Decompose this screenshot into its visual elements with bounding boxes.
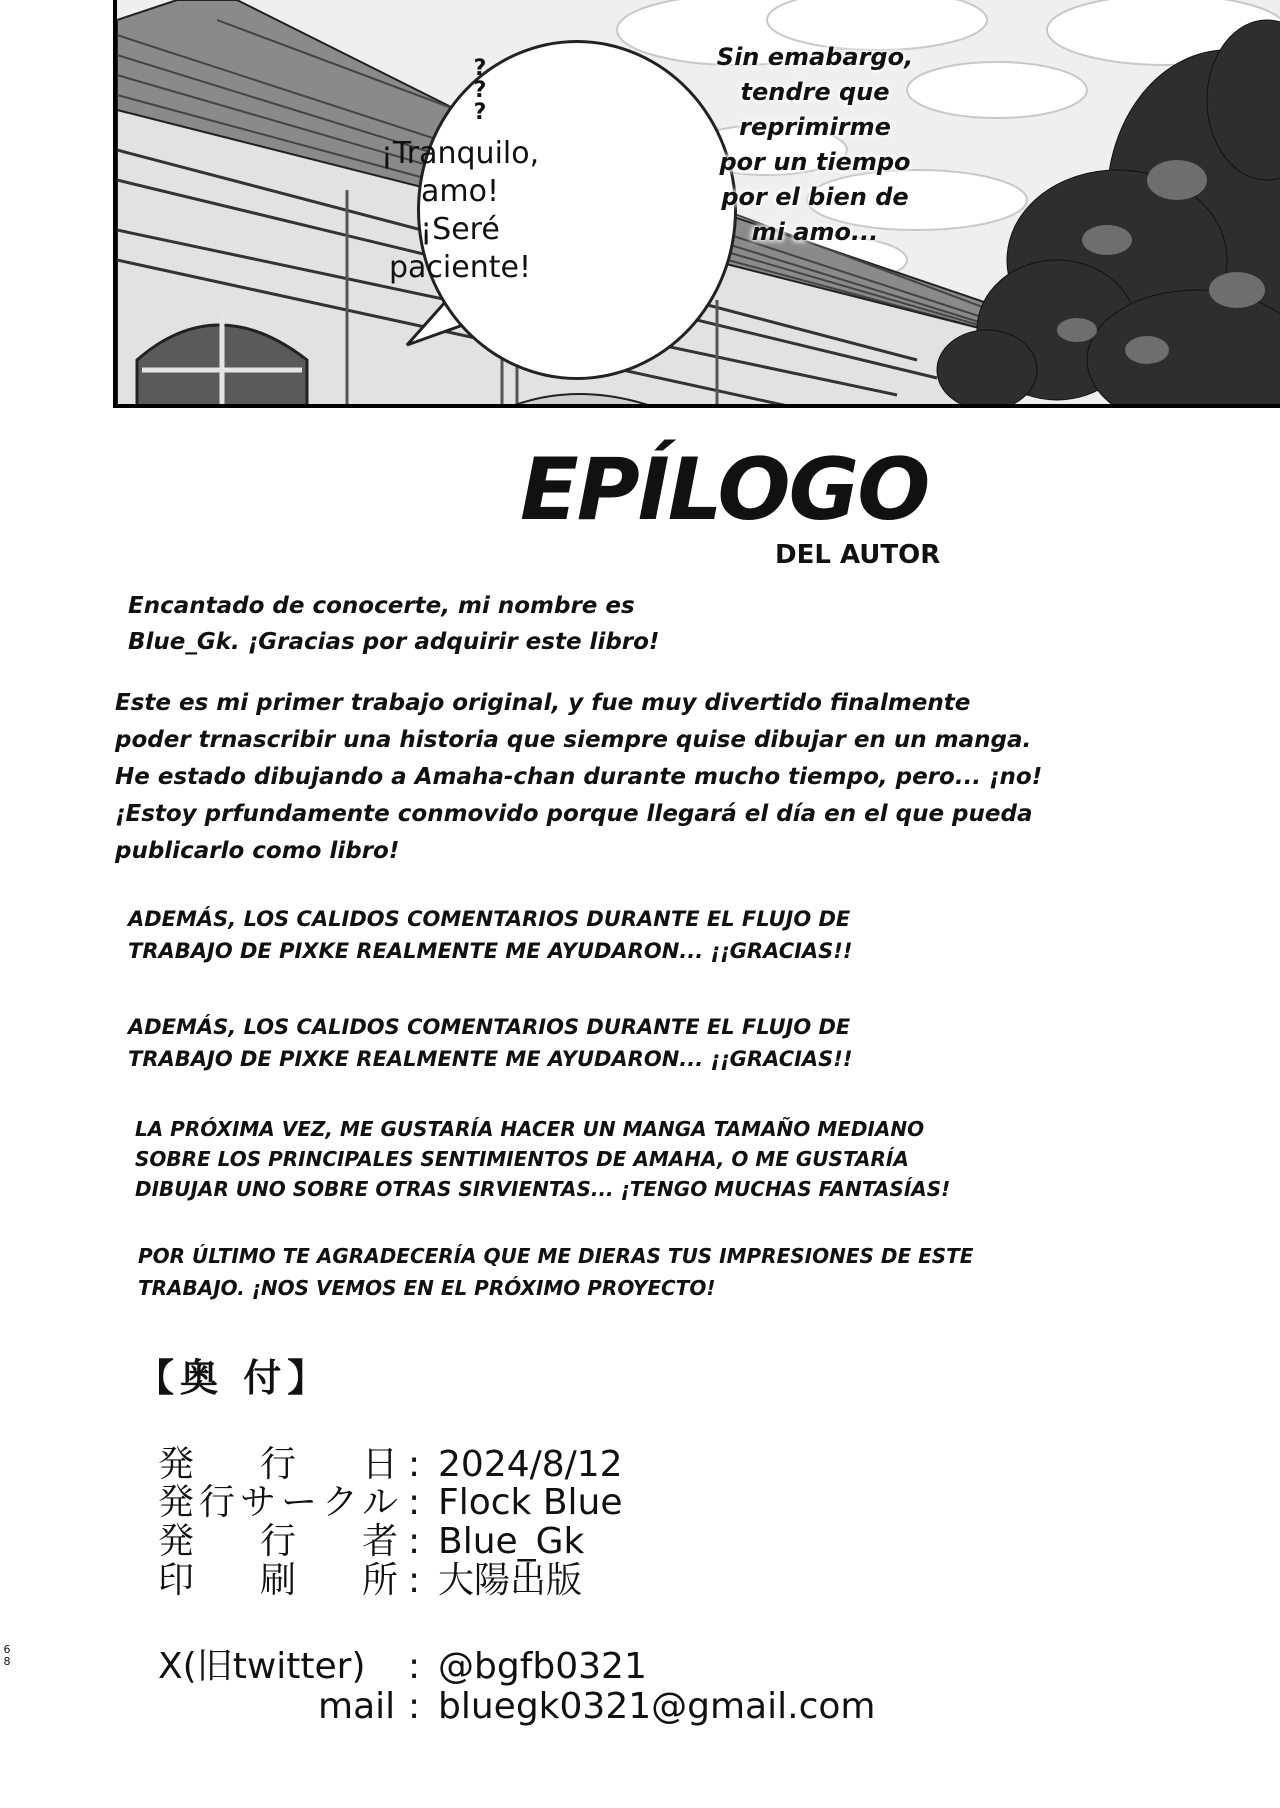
manga-panel (113, 0, 1280, 408)
epilogue-paragraph-3: ADEMÁS, LOS CALIDOS COMENTARIOS DURANTE EL FLUJO DE TRABAJO DE PIXKE REALMENTE ME AYUDARON... ¡¡GRACIAS!! (128, 907, 853, 963)
colophon-separator: : (408, 1444, 421, 1485)
colophon-separator: : (408, 1521, 421, 1562)
epilogue-paragraph-5: LA PRÓXIMA VEZ, ME GUSTARÍA HACER UN MANGA TAMAÑO MEDIANO SOBRE LOS PRINCIPALES SENTIMIENTOS DE AMAHA, O ME GUSTARÍA DIBUJAR UNO SOBRE OTRAS SIRVIENTAS... ¡TENGO MUCHAS FANTASÍAS! (135, 1117, 951, 1201)
colophon-label: 印刷所 (158, 1560, 398, 1601)
question-marks: ? ? ? (473, 56, 487, 125)
contact-separator: : (408, 1646, 421, 1687)
colophon-separator: : (408, 1560, 421, 1601)
colophon-label: 発行日 (158, 1444, 398, 1485)
speech-bubble-text: ¡Tranquilo, amo! ¡Seré paciente! (380, 136, 540, 285)
colophon-label: 発行サークル (158, 1482, 398, 1523)
epilogue-title: EPÍLOGO (520, 440, 929, 540)
epilogue-subtitle: DEL AUTOR (775, 540, 941, 570)
colophon-value: Flock Blue (438, 1482, 623, 1523)
contact-label: mail (318, 1686, 396, 1727)
epilogue-paragraph-1: Encantado de conocerte, mi nombre es Blue_Gk. ¡Gracias por adquirir este libro! (128, 593, 660, 655)
colophon-separator: : (408, 1482, 421, 1523)
contact-separator: : (408, 1686, 421, 1727)
colophon-value: Blue_Gk (438, 1521, 585, 1562)
page-number: 68 (3, 1643, 11, 1668)
epilogue-paragraph-6: POR ÚLTIMO TE AGRADECERÍA QUE ME DIERAS TUS IMPRESIONES DE ESTE TRABAJO. ¡NOS VEMOS EN EL PRÓXIMO PROYECTO! (138, 1244, 974, 1300)
colophon-label: 発行者 (158, 1521, 398, 1562)
colophon-value: 2024/8/12 (438, 1444, 623, 1485)
colophon-value: 大陽出版 (438, 1560, 583, 1601)
contact-label: X(旧twitter) (158, 1646, 366, 1687)
epilogue-paragraph-4: ADEMÁS, LOS CALIDOS COMENTARIOS DURANTE EL FLUJO DE TRABAJO DE PIXKE REALMENTE ME AYUDARON... ¡¡GRACIAS!! (128, 1015, 853, 1071)
colophon-title: 【奥 付】 (136, 1356, 332, 1400)
epilogue-paragraph-2: Este es mi primer trabajo original, y fue muy divertido finalmente poder trnascribir una historia que siempre quise dibujar en un manga. He estado dibujando a Amaha-chan durante mucho tiempo, pero... ¡no! ¡Estoy prfundamente conmovido porque llegará el día en el que pueda publicarlo como libro! (115, 690, 1043, 864)
contact-value: bluegk0321@gmail.com (438, 1686, 876, 1727)
contact-value: @bgfb0321 (438, 1646, 647, 1687)
narration-text: Sin emabargo, tendre que reprimirme por un tiempo por el bien de mi amo... (716, 43, 914, 246)
